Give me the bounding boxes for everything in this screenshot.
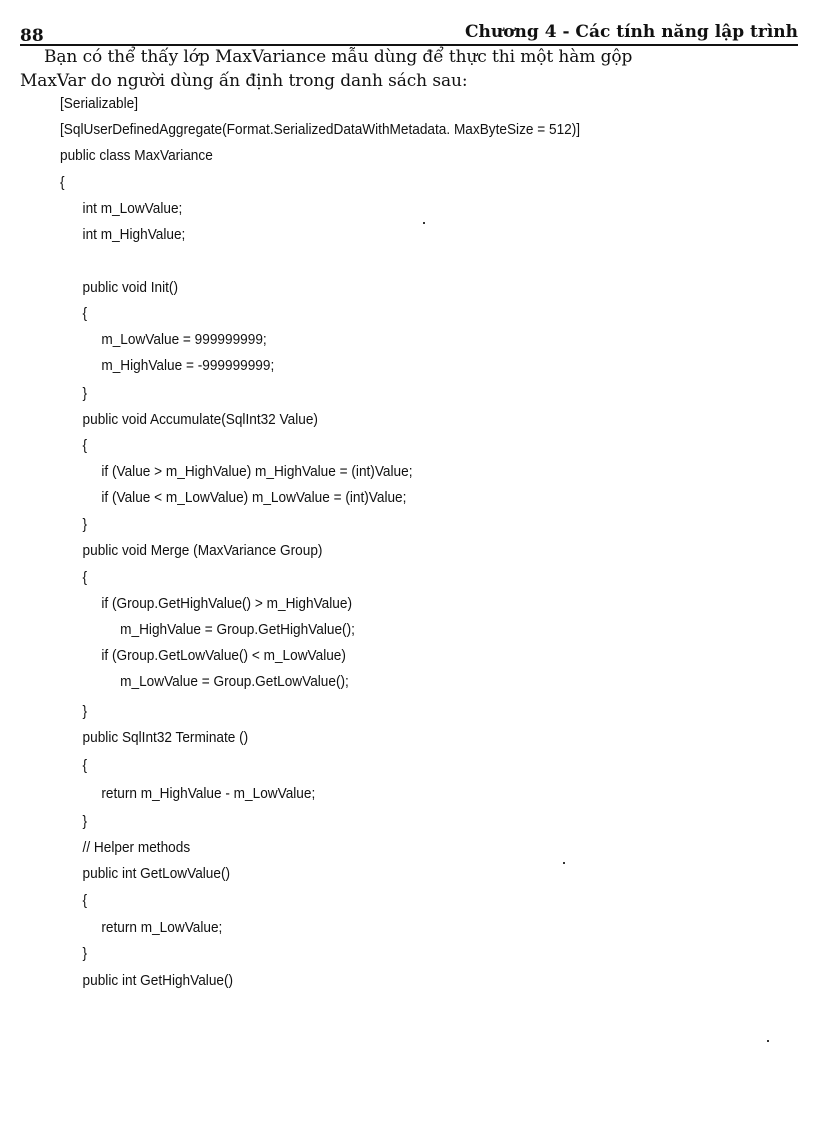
- code-line: public int GetLowValue(): [82, 866, 231, 882]
- code-line: public int GetHighValue(): [82, 973, 234, 989]
- code-line: m_LowValue = 999999999;: [101, 332, 267, 348]
- code-line: {: [82, 438, 88, 454]
- code-line: if (Group.GetHighValue() > m_HighValue): [101, 596, 352, 612]
- scan-speck: [563, 862, 565, 864]
- code-line: {: [82, 570, 88, 586]
- code-line: return m_HighValue - m_LowValue;: [101, 786, 316, 802]
- page-header: [20, 22, 798, 46]
- code-line: if (Group.GetLowValue() < m_LowValue): [101, 648, 346, 664]
- code-line: int m_HighValue;: [82, 227, 186, 243]
- scan-speck: [423, 222, 425, 224]
- code-line: {: [82, 893, 88, 909]
- code-line: int m_LowValue;: [82, 201, 183, 217]
- code-line: }: [82, 814, 88, 830]
- code-line: public SqlInt32 Terminate (): [82, 730, 249, 746]
- code-line: m_LowValue = Group.GetLowValue();: [120, 674, 349, 690]
- code-line: }: [82, 704, 88, 720]
- intro-line-1: Bạn có thể thấy lớp MaxVariance mẫu dùng để thực thi một hàm gộp: [44, 47, 633, 67]
- code-line: }: [82, 946, 88, 962]
- scan-speck: [767, 1040, 769, 1042]
- page-number: 88: [20, 26, 44, 46]
- code-line: if (Value > m_HighValue) m_HighValue = (int)Value;: [101, 464, 413, 480]
- code-line: {: [60, 175, 65, 191]
- code-line: }: [82, 386, 88, 402]
- code-line: }: [82, 517, 88, 533]
- code-line: {: [82, 758, 88, 774]
- code-line: public void Accumulate(SqlInt32 Value): [82, 412, 318, 428]
- code-line: m_HighValue = Group.GetHighValue();: [120, 622, 355, 638]
- code-line: // Helper methods: [82, 840, 191, 856]
- code-line: return m_LowValue;: [101, 920, 223, 936]
- code-line: [SqlUserDefinedAggregate(Format.SerializedDataWithMetadata. MaxByteSize = 512)]: [60, 122, 581, 138]
- code-line: if (Value < m_LowValue) m_LowValue = (int)Value;: [101, 490, 407, 506]
- code-line: m_HighValue = -999999999;: [101, 358, 275, 374]
- code-line: {: [82, 306, 88, 322]
- intro-paragraph: [20, 45, 810, 93]
- intro-line-2: MaxVar do người dùng ấn định trong danh sách sau:: [20, 71, 468, 91]
- chapter-title: Chương 4 - Các tính năng lập trình: [464, 22, 798, 42]
- code-line: public void Init(): [82, 280, 179, 296]
- code-line: public void Merge (MaxVariance Group): [82, 543, 323, 559]
- code-line: public class MaxVariance: [60, 148, 213, 164]
- code-line: [Serializable]: [60, 96, 139, 112]
